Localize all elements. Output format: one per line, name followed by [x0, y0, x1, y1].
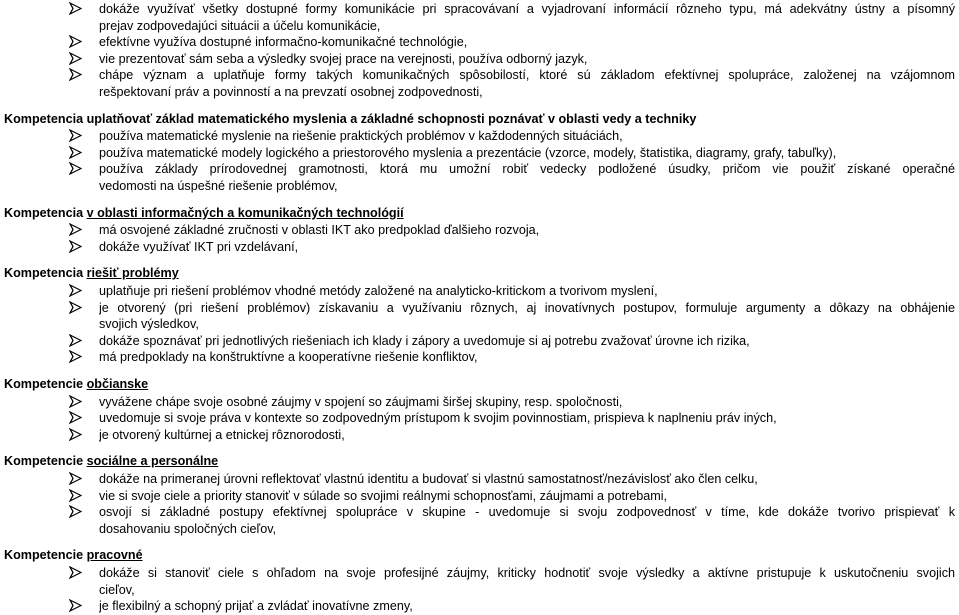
- arrow-bullet-icon: [69, 240, 83, 254]
- arrow-bullet-icon: [69, 599, 83, 613]
- section-heading: Kompetencia riešiť problémy: [4, 266, 179, 281]
- section-heading: Kompetencia uplatňovať základ matematického myslenia a základné schopnosti poznávať v oblasti vedy a techniky: [4, 111, 697, 126]
- arrow-bullet-icon: [69, 566, 83, 580]
- arrow-bullet-icon: [69, 146, 83, 160]
- list-item-line: používa základy prírodovednej gramotnosti, ktorá mu umožní robiť vedecky podložené úsudky, pričom vie použiť získané operačné: [99, 162, 955, 177]
- list-item-line: má osvojené základné zručnosti v oblasti IKT ako predpoklad ďalšieho rozvoja,: [99, 223, 540, 238]
- arrow-bullet-icon: [69, 411, 83, 425]
- arrow-bullet-icon: [69, 35, 83, 49]
- list-item-line: vie prezentovať sám seba a výsledky svojej prace na verejnosti, používa odborný jazyk,: [99, 51, 588, 66]
- list-item-line: cieľov,: [99, 582, 135, 597]
- list-item-line: chápe význam a uplatňuje formy takých komunikačných spôsobilostí, ktoré sú základom efektívnej spolupráce, založenej na vzájomnom: [99, 68, 955, 83]
- list-item-line: je otvorený kultúrnej a etnickej rôznorodosti,: [99, 427, 345, 442]
- arrow-bullet-icon: [69, 284, 83, 298]
- section-heading: Kompetencia v oblasti informačných a komunikačných technológií: [4, 205, 404, 220]
- arrow-bullet-icon: [69, 472, 83, 486]
- list-item-line: má predpoklady na konštruktívne a kooperatívne riešenie konfliktov,: [99, 350, 478, 365]
- section-heading: Kompetencie pracovné: [4, 548, 143, 563]
- list-item-line: dokáže využívať IKT pri vzdelávaní,: [99, 239, 299, 254]
- list-item-line: dokáže spoznávať pri jednotlivých riešeniach ich klady i zápory a uvedomuje si aj potrebu zvažovať úrovne ich rizika,: [99, 333, 750, 348]
- arrow-bullet-icon: [69, 334, 83, 348]
- list-item-line: uplatňuje pri riešení problémov vhodné metódy založené na analyticko-kritickom a tvorivom myslení,: [99, 284, 658, 298]
- arrow-bullet-icon: [69, 301, 83, 315]
- section-heading: Kompetencie občianske: [4, 377, 149, 391]
- arrow-bullet-icon: [69, 428, 83, 442]
- arrow-bullet-icon: [69, 2, 83, 16]
- arrow-bullet-icon: [69, 68, 83, 82]
- list-item-line: používa matematické modely logického a priestorového myslenia a prezentácie (vzorce, modely, štatistika, diagramy, grafy, tabuľky),: [99, 145, 837, 160]
- list-item-line: dokáže na primeranej úrovni reflektovať vlastnú identitu a budovať si vlastnú samostatnosť/nezávislosť ako člen celku,: [99, 472, 758, 486]
- list-item-line: efektívne využíva dostupné informačno-komunikačné technológie,: [99, 35, 468, 50]
- arrow-bullet-icon: [69, 505, 83, 519]
- list-item-line: vie si svoje ciele a priority stanoviť v súlade so svojimi reálnymi schopnosťami, záujmami a potrebami,: [99, 488, 667, 503]
- arrow-bullet-icon: [69, 223, 83, 237]
- list-item-line: dosahovaniu spoločných cieľov,: [99, 521, 277, 536]
- list-item-line: osvojí si základné postupy efektívnej spolupráce v skupine - uvedomuje si svoju zodpovednosť v tíme, kde dokáže tvorivo prispievať k: [99, 505, 955, 520]
- list-item-line: uvedomuje si svoje práva v kontexte so zodpovedným prístupom k svojim povinnostiam, prispieva k naplneniu práv iných,: [99, 411, 777, 426]
- list-item-line: vedomosti na úspešné riešenie problémov,: [99, 179, 338, 193]
- list-item-line: je flexibilný a schopný prijať a zvládať inovatívne zmeny,: [99, 599, 413, 614]
- list-item-line: je otvorený (pri riešení problémov) získavaniu a využívaniu rôznych, aj inovatívnych postupov, formuluje argumenty a dôkazy na obhájenie: [99, 300, 955, 315]
- arrow-bullet-icon: [69, 395, 83, 409]
- arrow-bullet-icon: [69, 162, 83, 176]
- list-item-line: dokáže využívať všetky dostupné formy komunikácie pri spracovávaní a vyjadrovaní informácií rôzneho typu, má adekvátny ústny a písomný: [99, 2, 955, 16]
- list-item-line: používa matematické myslenie na riešenie praktických problémov v každodenných situáciách,: [99, 129, 623, 144]
- arrow-bullet-icon: [69, 489, 83, 503]
- list-item-line: rešpektovaní práv a povinností a na prevzatí osobnej zodpovednosti,: [99, 85, 483, 99]
- list-item-line: vyváženе chápe svoje osobné záujmy v spojení so záujmami širšej skupiny, resp. spoločnosti,: [99, 394, 623, 409]
- arrow-bullet-icon: [69, 52, 83, 66]
- section-heading: Kompetencie sociálne a personálne: [4, 454, 219, 469]
- arrow-bullet-icon: [69, 350, 83, 364]
- list-item-line: dokáže si stanoviť ciele s ohľadom na svoje profesijné záujmy, kriticky hodnotiť svoje výsledky a aktívne pristupuje k uskutočneniu svojich: [99, 566, 955, 580]
- list-item-line: svojich výsledkov,: [99, 317, 199, 332]
- arrow-bullet-icon: [69, 129, 83, 143]
- list-item-line: prejav zodpovedajúci situácii a účelu komunikácie,: [99, 18, 381, 33]
